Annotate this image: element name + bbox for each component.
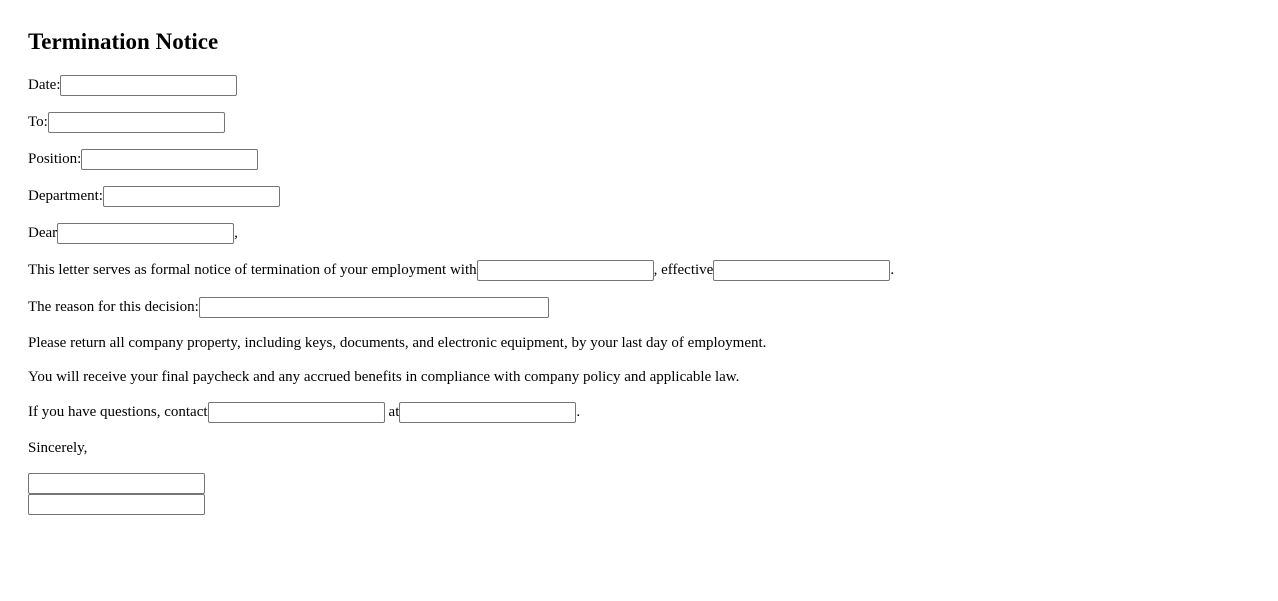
recipient-name-field[interactable]: [57, 223, 234, 244]
closing-row: [28, 437, 87, 459]
page-title: Termination Notice: [28, 29, 219, 54]
dear-label: Dear: [28, 225, 58, 241]
date-row: [28, 74, 237, 96]
contact-text-after: .: [576, 404, 581, 420]
notice-text-before: This letter serves as formal notice of termination of your employment with: [28, 262, 477, 278]
to-field[interactable]: [48, 112, 225, 133]
salutation-row: [28, 222, 238, 244]
notice-text-after: .: [890, 262, 895, 278]
date-label: Date:: [28, 77, 61, 93]
closing-text: Sincerely,: [28, 440, 88, 456]
contact-text-middle: at: [388, 404, 400, 420]
property-text: Please return all company property, including keys, documents, and electronic equipment, by your last day of employment.: [28, 335, 767, 351]
department-field[interactable]: [103, 186, 280, 207]
department-row: [28, 185, 280, 207]
effective-date-field[interactable]: [713, 260, 890, 281]
paycheck-text: You will receive your final paycheck and any accrued benefits in compliance with company policy and applicable law.: [28, 369, 740, 385]
department-label: Department:: [28, 188, 103, 204]
reason-field[interactable]: [199, 297, 549, 318]
property-paragraph: [28, 332, 766, 354]
position-field[interactable]: [81, 149, 258, 170]
paycheck-paragraph: [28, 366, 739, 388]
signature-name-field[interactable]: [28, 473, 205, 494]
reason-row: [28, 296, 549, 318]
contact-text-before: If you have questions, contact: [28, 404, 208, 420]
contact-name-field[interactable]: [208, 402, 385, 423]
salutation-comma: ,: [234, 225, 238, 241]
to-row: [28, 111, 225, 133]
contact-row: [28, 401, 580, 423]
to-label: To:: [28, 114, 48, 130]
contact-info-field[interactable]: [399, 402, 576, 423]
position-row: [28, 148, 258, 170]
reason-label: The reason for this decision:: [28, 299, 199, 315]
position-label: Position:: [28, 151, 82, 167]
notice-row: [28, 259, 894, 281]
signature-title-field[interactable]: [28, 494, 205, 515]
date-field[interactable]: [60, 75, 237, 96]
notice-text-middle: , effective: [653, 262, 714, 278]
company-name-field[interactable]: [477, 260, 654, 281]
